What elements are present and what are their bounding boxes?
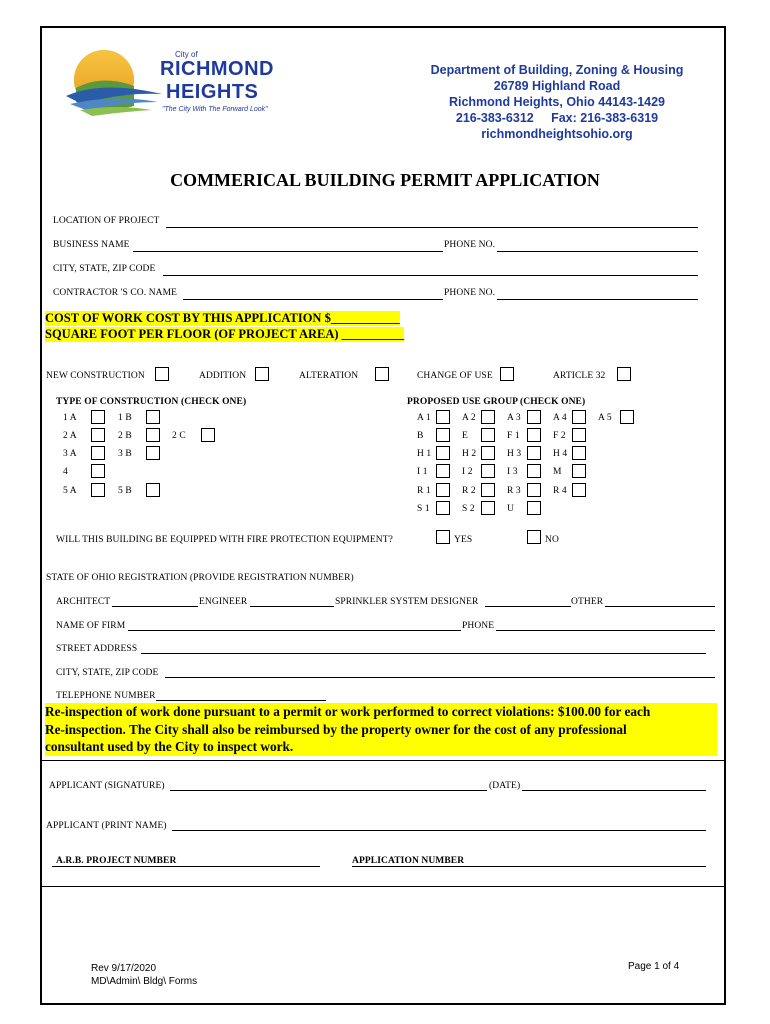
contractor-field[interactable] xyxy=(183,299,443,300)
use-r4-checkbox[interactable] xyxy=(572,483,586,497)
construction-5a-label: 5 A xyxy=(63,486,77,496)
construction-3a-label: 3 A xyxy=(63,449,77,459)
location-field[interactable] xyxy=(166,227,698,228)
use-a2-label: A 2 xyxy=(462,413,476,423)
application-number-field[interactable] xyxy=(352,866,706,867)
city-logo xyxy=(62,44,292,124)
date-label: (DATE) xyxy=(489,781,521,791)
sprinkler-field[interactable] xyxy=(485,606,571,607)
use-i2-checkbox[interactable] xyxy=(481,464,495,478)
change-of-use-checkbox[interactable] xyxy=(500,367,514,381)
firm-phone-field[interactable] xyxy=(496,630,715,631)
telephone-label: TELEPHONE NUMBER xyxy=(56,691,156,701)
use-r4-label: R 4 xyxy=(553,486,567,496)
construction-3a-checkbox[interactable] xyxy=(91,446,105,460)
notice-line-1: Re-inspection of work done pursuant to a permit or work performed to correct violations: $100.00 for each xyxy=(45,703,717,721)
engineer-label: ENGINEER xyxy=(199,597,248,607)
use-h2-checkbox[interactable] xyxy=(481,446,495,460)
use-a2-checkbox[interactable] xyxy=(481,410,495,424)
use-i1-checkbox[interactable] xyxy=(436,464,450,478)
form-title: COMMERICAL BUILDING PERMIT APPLICATION xyxy=(170,170,600,190)
use-e-label: E xyxy=(462,431,468,441)
change-of-use-label: CHANGE OF USE xyxy=(417,371,493,381)
construction-4-label: 4 xyxy=(63,467,68,477)
use-h2-label: H 2 xyxy=(462,449,477,459)
use-a4-checkbox[interactable] xyxy=(572,410,586,424)
logo-name-line1: RICHMOND xyxy=(160,58,274,80)
use-a3-checkbox[interactable] xyxy=(527,410,541,424)
fire-yes-checkbox[interactable] xyxy=(436,530,450,544)
use-a3-label: A 3 xyxy=(507,413,521,423)
fire-no-label: NO xyxy=(545,535,559,545)
construction-2b-checkbox[interactable] xyxy=(146,428,160,442)
use-a1-label: A 1 xyxy=(417,413,431,423)
use-b-checkbox[interactable] xyxy=(436,428,450,442)
use-u-label: U xyxy=(507,504,514,514)
reinspection-notice xyxy=(45,703,717,756)
construction-2c-checkbox[interactable] xyxy=(201,428,215,442)
construction-2c-label: 2 C xyxy=(172,431,186,441)
use-a1-checkbox[interactable] xyxy=(436,410,450,424)
applicant-signature-label: APPLICANT (SIGNATURE) xyxy=(49,781,165,791)
fire-protection-question: WILL THIS BUILDING BE EQUIPPED WITH FIRE PROTECTION EQUIPMENT? xyxy=(56,535,393,545)
telephone-field[interactable] xyxy=(156,700,326,701)
revision-info xyxy=(91,962,197,988)
business-name-label: BUSINESS NAME xyxy=(53,240,130,250)
square-foot-per-floor[interactable]: SQUARE FOOT PER FLOOR (OF PROJECT AREA) __________ xyxy=(45,327,405,341)
street-address-field[interactable] xyxy=(141,653,706,654)
other-field[interactable] xyxy=(605,606,715,607)
business-name-field[interactable] xyxy=(133,251,443,252)
firm-city-state-zip-field[interactable] xyxy=(165,677,715,678)
use-h1-label: H 1 xyxy=(417,449,432,459)
use-i3-label: I 3 xyxy=(507,467,518,477)
use-r2-checkbox[interactable] xyxy=(481,483,495,497)
name-of-firm-field[interactable] xyxy=(128,630,461,631)
street-address-label: STREET ADDRESS xyxy=(56,644,138,654)
phone-field[interactable] xyxy=(497,251,698,252)
logo-city-of: City of xyxy=(175,50,198,59)
use-u-checkbox[interactable] xyxy=(527,501,541,515)
use-e-checkbox[interactable] xyxy=(481,428,495,442)
firm-city-state-zip-label: CITY, STATE, ZIP CODE xyxy=(56,668,159,678)
use-i2-label: I 2 xyxy=(462,467,473,477)
construction-1a-checkbox[interactable] xyxy=(91,410,105,424)
department-name: Department of Building, Zoning & Housing xyxy=(430,63,684,77)
use-s1-label: S 1 xyxy=(417,504,430,514)
use-s2-checkbox[interactable] xyxy=(481,501,495,515)
construction-4-checkbox[interactable] xyxy=(91,464,105,478)
use-m-checkbox[interactable] xyxy=(572,464,586,478)
application-number-label: APPLICATION NUMBER xyxy=(352,856,465,866)
use-r3-label: R 3 xyxy=(507,486,521,496)
applicant-print-field[interactable] xyxy=(172,830,706,831)
use-h3-checkbox[interactable] xyxy=(527,446,541,460)
use-s1-checkbox[interactable] xyxy=(436,501,450,515)
fire-yes-label: YES xyxy=(454,535,473,545)
use-i1-label: I 1 xyxy=(417,467,428,477)
department-city: Richmond Heights, Ohio 44143-1429 xyxy=(448,95,666,109)
use-a4-label: A 4 xyxy=(553,413,567,423)
use-s2-label: S 2 xyxy=(462,504,475,514)
department-phones: 216-383-6312 Fax: 216-383-6319 xyxy=(455,111,659,125)
construction-1b-checkbox[interactable] xyxy=(146,410,160,424)
use-r1-checkbox[interactable] xyxy=(436,483,450,497)
page-number: Page 1 of 4 xyxy=(628,961,680,972)
location-label: LOCATION OF PROJECT xyxy=(53,216,160,226)
new-construction-label: NEW CONSTRUCTION xyxy=(46,371,145,381)
use-i3-checkbox[interactable] xyxy=(527,464,541,478)
fire-no-checkbox[interactable] xyxy=(527,530,541,544)
use-r2-label: R 2 xyxy=(462,486,476,496)
use-r1-label: R 1 xyxy=(417,486,431,496)
registration-heading: STATE OF OHIO REGISTRATION (PROVIDE REGISTRATION NUMBER) xyxy=(46,573,354,583)
use-a5-checkbox[interactable] xyxy=(620,410,634,424)
city-state-zip-field[interactable] xyxy=(163,275,698,276)
use-h4-checkbox[interactable] xyxy=(572,446,586,460)
use-h1-checkbox[interactable] xyxy=(436,446,450,460)
construction-2b-label: 2 B xyxy=(118,431,132,441)
date-field[interactable] xyxy=(522,790,706,791)
new-construction-checkbox[interactable] xyxy=(155,367,169,381)
applicant-print-label: APPLICANT (PRINT NAME) xyxy=(46,821,167,831)
arb-project-field[interactable] xyxy=(52,866,320,867)
addition-label: ADDITION xyxy=(199,371,247,381)
use-f1-label: F 1 xyxy=(507,431,520,441)
construction-heading: TYPE OF CONSTRUCTION (CHECK ONE) xyxy=(56,397,247,407)
cost-of-work[interactable]: COST OF WORK COST BY THIS APPLICATION $___________ xyxy=(45,311,400,325)
sprinkler-label: SPRINKLER SYSTEM DESIGNER xyxy=(335,597,479,607)
architect-field[interactable] xyxy=(112,606,198,607)
department-header xyxy=(412,62,702,142)
use-h3-label: H 3 xyxy=(507,449,522,459)
use-h4-label: H 4 xyxy=(553,449,568,459)
arb-project-label: A.R.B. PROJECT NUMBER xyxy=(56,856,177,866)
architect-label: ARCHITECT xyxy=(56,597,111,607)
construction-1a-label: 1 A xyxy=(63,413,77,423)
notice-line-3: consultant used by the City to inspect work. xyxy=(45,739,294,754)
construction-2a-label: 2 A xyxy=(63,431,77,441)
use-f2-label: F 2 xyxy=(553,431,566,441)
applicant-signature-field[interactable] xyxy=(170,790,487,791)
contractor-label: CONTRACTOR 'S CO. NAME xyxy=(53,288,178,298)
other-label: OTHER xyxy=(571,597,604,607)
use-group-heading: PROPOSED USE GROUP (CHECK ONE) xyxy=(407,397,586,407)
firm-phone-label: PHONE xyxy=(462,621,495,631)
use-r3-checkbox[interactable] xyxy=(527,483,541,497)
revision-date: Rev 9/17/2020 xyxy=(91,963,157,974)
logo-name-line2: HEIGHTS xyxy=(166,81,259,103)
use-f2-checkbox[interactable] xyxy=(572,428,586,442)
use-f1-checkbox[interactable] xyxy=(527,428,541,442)
file-path: MD\Admin\ Bldg\ Forms xyxy=(91,976,198,987)
alteration-checkbox[interactable] xyxy=(375,367,389,381)
phone-label: PHONE NO. xyxy=(444,240,496,250)
notice-line-2: Re-inspection. The City shall also be reimbursed by the property owner for the cost of any professional xyxy=(45,721,717,739)
department-website: richmondheightsohio.org xyxy=(481,127,633,141)
alteration-label: ALTERATION xyxy=(299,371,359,381)
addition-checkbox[interactable] xyxy=(255,367,269,381)
construction-5a-checkbox[interactable] xyxy=(91,483,105,497)
use-a5-label: A 5 xyxy=(598,413,612,423)
use-m-label: M xyxy=(553,467,562,477)
logo-tagline: "The City With The Forward Look" xyxy=(162,106,268,113)
construction-3b-label: 3 B xyxy=(118,449,132,459)
contractor-phone-field[interactable] xyxy=(497,299,698,300)
name-of-firm-label: NAME OF FIRM xyxy=(56,621,126,631)
construction-5b-label: 5 B xyxy=(118,486,132,496)
construction-3b-checkbox[interactable] xyxy=(146,446,160,460)
department-address: 26789 Highland Road xyxy=(493,79,621,93)
contractor-phone-label: PHONE NO. xyxy=(444,288,496,298)
article-32-checkbox[interactable] xyxy=(617,367,631,381)
article-32-label: ARTICLE 32 xyxy=(553,371,606,381)
engineer-field[interactable] xyxy=(250,606,334,607)
construction-1b-label: 1 B xyxy=(118,413,132,423)
use-b-label: B xyxy=(417,431,424,441)
construction-5b-checkbox[interactable] xyxy=(146,483,160,497)
construction-2a-checkbox[interactable] xyxy=(91,428,105,442)
city-state-zip-label: CITY, STATE, ZIP CODE xyxy=(53,264,156,274)
